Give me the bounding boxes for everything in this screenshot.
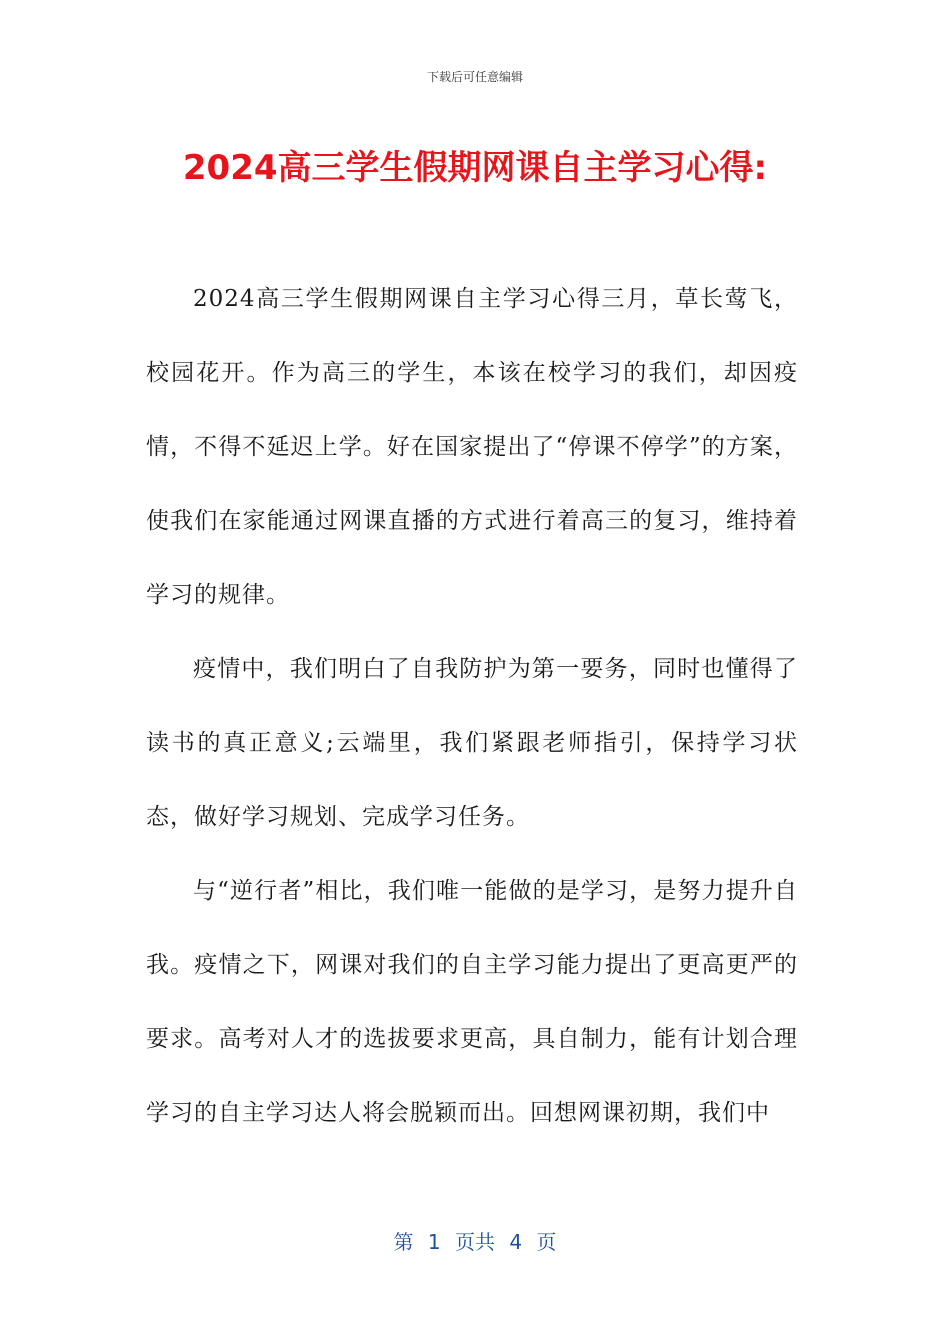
paragraph-1: 2024高三学生假期网课自主学习心得三月，草长莺飞，校园花开。作为高三的学生，本该在校学习的我们，却因疫情，不得不延迟上学。好在国家提出了“停课不停学”的方案，使我们在家能通过网课直播的方式进行着高三的复习，维持着学习的规律。 (146, 286, 798, 608)
page-number-footer: 第 1 页共 4 页 (393, 1230, 557, 1254)
header-note: 下载后可任意编辑 (426, 70, 523, 84)
paragraph-3: 与“逆行者”相比，我们唯一能做的是学习，是努力提升自我。疫情之下，网课对我们的自主学习能力提出了更高更严的要求。高考对人才的选拔要求更高，具自制力，能有计划合理学习的自主学习达人将会脱颖而出。回想网课初期，我们中 (146, 878, 798, 1126)
paragraph-2: 疫情中，我们明白了自我防护为第一要务，同时也懂得了读书的真正意义;云端里，我们紧跟老师指引，保持学习状态，做好学习规划、完成学习任务。 (146, 656, 798, 830)
document-body (146, 262, 798, 1150)
document-title: 2024高三学生假期网课自主学习心得: (182, 148, 768, 188)
